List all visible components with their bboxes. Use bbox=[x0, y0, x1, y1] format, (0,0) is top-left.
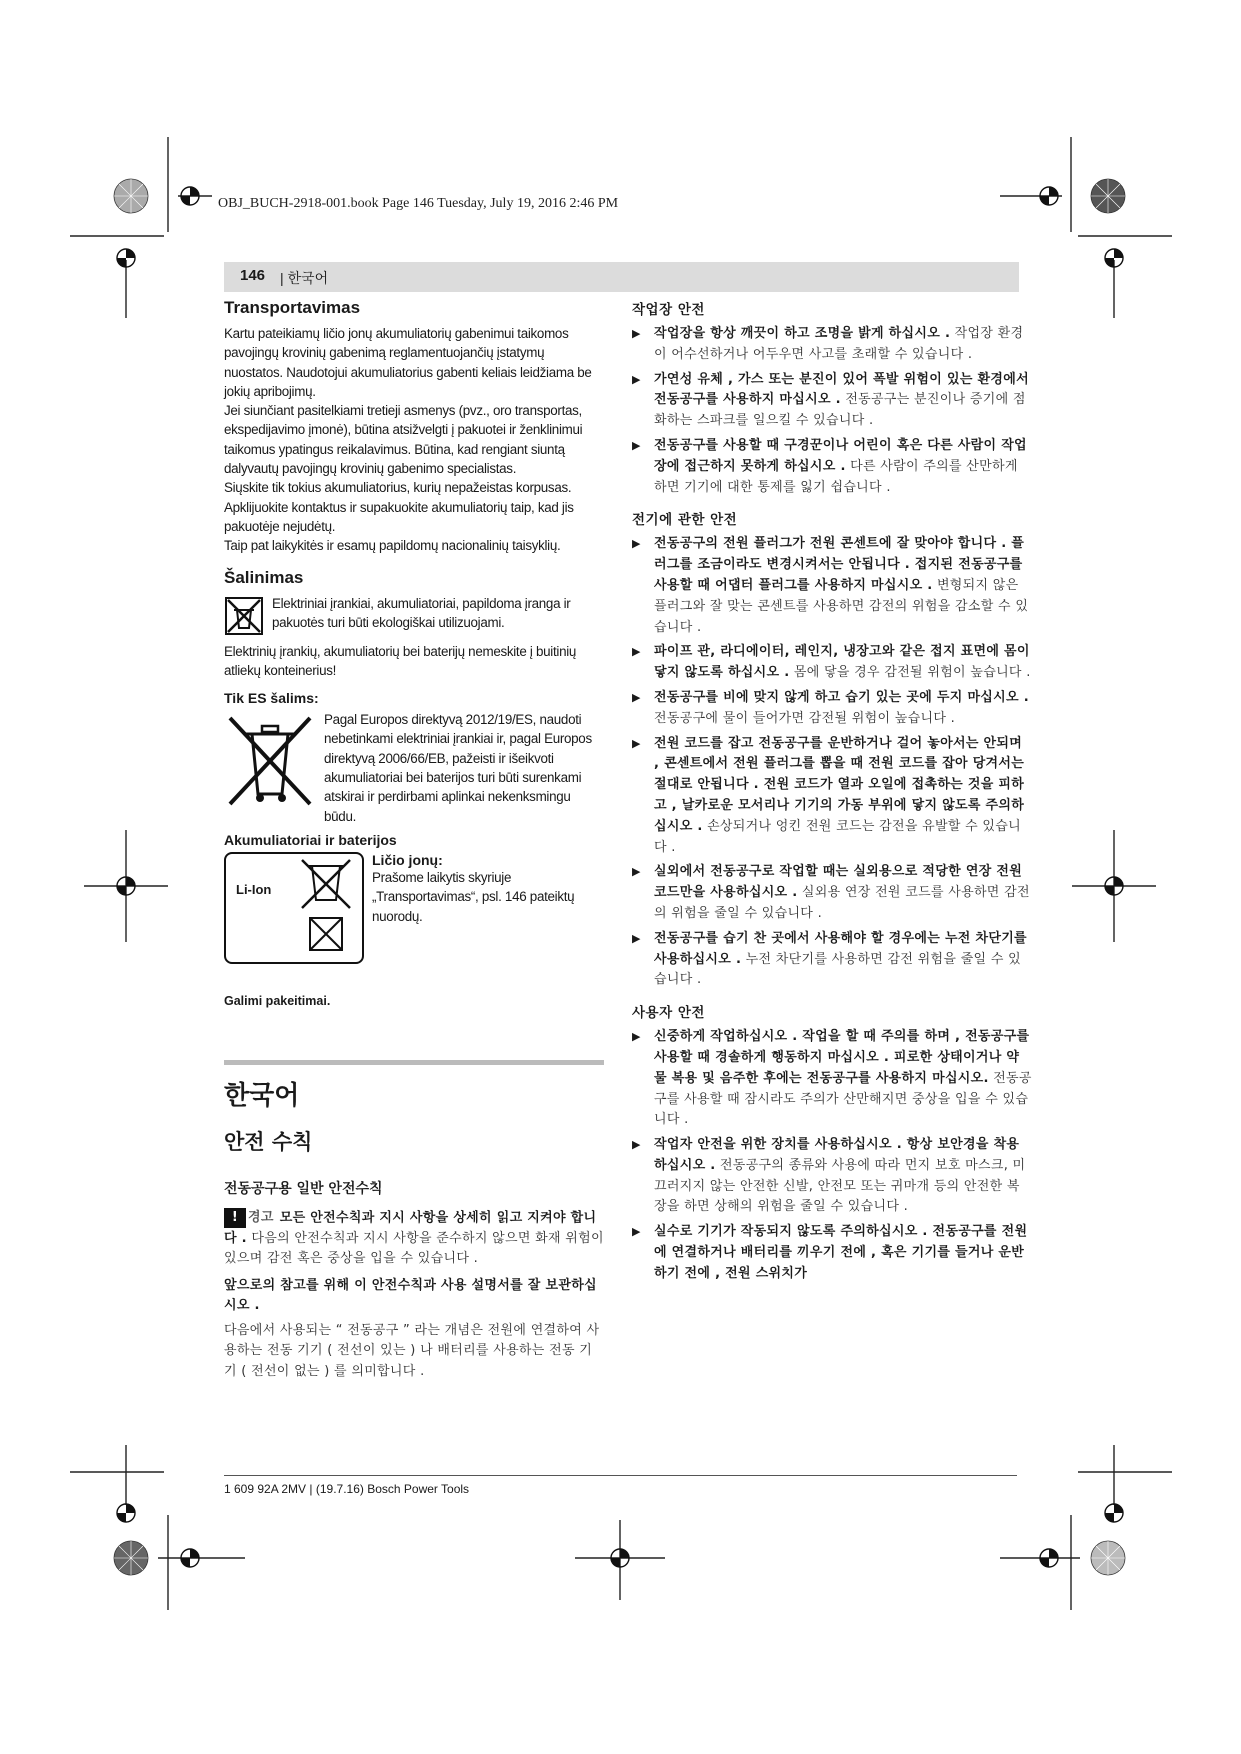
transport-paragraph: Jei siunčiant pasitelkiami tretieji asmenys (pvz., oro transportas, ekspedijavimo įmonė), būtina atsižvelgti į pakuotei ir ženklinimui taikomus ypatingus reikalavimus. Būtina, kad rengiant siuntą dalyvautų pavojingų krovinių gabenimo specialistas. bbox=[224, 403, 583, 477]
list-item bbox=[632, 324, 1032, 366]
li-ion-paragraph: Prašome laikytis skyriuje „Transportavimas“, psl. 146 pateiktų nuorodų. bbox=[372, 869, 575, 924]
bullet-text: 변형되지 않은 플러그와 잘 맞는 콘센트를 사용하면 감전의 위험을 감소할 수 있습니다 . bbox=[654, 577, 1029, 635]
bullet-text: 전동공구의 종류와 사용에 따라 먼지 보호 마스크, 미끄러지지 않는 안전한 신발, 안전모 또는 귀마개 등의 안전한 복장을 하면 상해의 위험을 줄일 수 있습니다 . bbox=[654, 1157, 1026, 1215]
bullet-text: 몸에 닿을 경우 감전될 위험이 높습니다 . bbox=[793, 665, 1031, 681]
bullet-icon: ▶ bbox=[632, 645, 641, 659]
list-item bbox=[632, 534, 1032, 638]
bullet-icon: ▶ bbox=[632, 1138, 641, 1152]
weee-bin-icon bbox=[224, 710, 316, 810]
electrical-heading: 전기에 관한 안전 bbox=[632, 512, 738, 529]
eu-row bbox=[224, 710, 604, 826]
right-column bbox=[632, 298, 1032, 1289]
disposal-paragraph: Elektriniai įrankiai, akumuliatoriai, papildoma įranga ir pakuotės turi būti ekologiškai utilizuojami. bbox=[272, 595, 571, 630]
bullet-bold: 전동공구를 습기 찬 곳에서 사용해야 할 경우에는 누전 차단기를 사용하십시오 . bbox=[654, 930, 1027, 967]
warning-normal-text: 다음의 안전수칙과 지시 사항을 준수하지 않으면 화재 위험이 있으며 감전 혹은 중상을 입을 수 있습니다 . bbox=[224, 1230, 604, 1267]
list-item bbox=[632, 1135, 1032, 1218]
list-item bbox=[632, 734, 1032, 859]
disposal-paragraph: Elektrinių įrankių, akumuliatorių bei baterijų nemeskite į buitinių atliekų konteinerius! bbox=[224, 643, 577, 678]
print-header: OBJ_BUCH-2918-001.book Page 146 Tuesday, July 19, 2016 2:46 PM bbox=[218, 196, 619, 211]
disposal-row bbox=[224, 594, 604, 636]
li-ion-row bbox=[224, 852, 604, 964]
bullet-text: 작업장 환경이 어수선하거나 어두우면 사고를 초래할 수 있습니다 . bbox=[654, 326, 1024, 362]
li-ion-heading: Ličio jonų: bbox=[372, 851, 443, 868]
bullet-icon: ▶ bbox=[632, 438, 641, 452]
bullet-text: 실외용 연장 전원 코드를 사용하면 감전의 위험을 줄일 수 있습니다 . bbox=[654, 885, 1030, 921]
bullet-bold: 전동공구를 사용할 때 구경꾼이나 어린이 혹은 다른 사람이 작업장에 접근하지 못하게 하십시오 . bbox=[654, 437, 1027, 474]
personal-safety-heading: 사용자 안전 bbox=[632, 1005, 705, 1022]
list-item bbox=[632, 370, 1032, 432]
section-divider bbox=[224, 1060, 604, 1065]
bullet-icon: ▶ bbox=[632, 1030, 641, 1044]
recycle-bin-crossed-icon bbox=[224, 596, 264, 636]
bullet-text: 다른 사람이 주의를 산만하게 하면 기기에 대한 통제를 잃기 쉽습니다 . bbox=[654, 458, 1018, 495]
eu-heading: Tik ES šalims: bbox=[224, 690, 319, 707]
bullet-text: 전동공구를 사용할 때 잠시라도 주의가 산만해지면 중상을 입을 수 있습니다 . bbox=[654, 1070, 1032, 1128]
bullet-bold: 작업자 안전을 위한 장치를 사용하십시오 . 항상 보안경을 착용하십시오 . bbox=[654, 1137, 1020, 1173]
bullet-icon: ▶ bbox=[632, 690, 641, 704]
bullet-bold: 전원 코드를 잡고 전동공구를 운반하거나 걸어 놓아서는 안되며 , 콘센트에서 전원 플러그를 뽑을 때 전원 코드를 잡아 당겨서는 절대로 안됩니다 . 전원 코드가 열과 오일에 접촉하는 것을 피하고 , 날카로운 모서리나 기기의 가동 부위에 닿지 않도록 주의하십시오 . bbox=[654, 735, 1025, 834]
safety-title: 안전 수칙 bbox=[224, 1129, 313, 1154]
bullet-icon: ▶ bbox=[632, 372, 641, 386]
bullet-icon: ▶ bbox=[632, 865, 641, 879]
footer-text: 1 609 92A 2MV | (19.7.16) Bosch Power Tools bbox=[224, 1482, 470, 1496]
page-number: 146 bbox=[240, 267, 266, 284]
list-item bbox=[632, 1027, 1032, 1131]
li-ion-battery-symbol bbox=[224, 852, 364, 964]
bullet-text: 전동공구에 물이 들어가면 감전될 위험이 높습니다 . bbox=[654, 710, 956, 726]
bullet-icon: ▶ bbox=[632, 736, 641, 750]
transport-heading: Transportavimas bbox=[224, 298, 361, 317]
transport-paragraph: Siųskite tik tokius akumuliatorius, kurių nepažeistas korpusas. Apklijuokite kontaktus ir supakuokite akumuliatorių taip, kad jis pakuotėje nejudėtų. bbox=[224, 480, 574, 534]
battery-bin-icon bbox=[298, 856, 354, 956]
bullet-text: 손상되거나 엉킨 전원 코드는 감전을 유발할 수 있습니다 . bbox=[654, 818, 1021, 855]
bullet-bold: 가연성 유체 , 가스 또는 분진이 있어 폭발 위험이 있는 환경에서 전동공구를 사용하지 마십시오 . bbox=[654, 371, 1029, 408]
language-title: 한국어 bbox=[224, 1080, 300, 1111]
list-item bbox=[632, 862, 1032, 924]
list-item bbox=[632, 688, 1032, 730]
footer-rule bbox=[224, 1475, 1017, 1476]
bullet-bold: 전동공구를 비에 맞지 않게 하고 습기 있는 곳에 두지 마십시오 . bbox=[654, 689, 1029, 705]
bullet-bold: 실수로 기기가 작동되지 않도록 주의하십시오 . 전동공구를 전원에 연결하거나 배터리를 끼우기 전에 , 혹은 기기를 들거나 운반하기 전에 , 전원 스위치가 bbox=[654, 1224, 1028, 1281]
transport-paragraph: Kartu pateikiamų ličio jonų akumuliatorių gabenimui taikomos pavojingų krovinių gabenimą reglamentuojančių įstatymų nuostatos. Naudotojui akumuliatorius gabenti keliais leidžiama be jokių apribojimų. bbox=[224, 326, 592, 399]
transport-paragraph: Taip pat laikykitės ir esamų papildomų nacionalinių taisyklių. bbox=[224, 538, 561, 554]
work-area-heading: 작업장 안전 bbox=[632, 302, 705, 318]
list-item bbox=[632, 642, 1032, 684]
page-header-bar bbox=[224, 262, 1019, 292]
eu-paragraph: Pagal Europos direktyvą 2012/19/ES, naudoti nebetinkami elektriniai įrankiai ir, pagal Europos direktyvą 2006/66/EB, pažeisti ir išeikvoti akumuliatoriai bei baterijos turi būti surenkami atskirai ir perdirbami aplinkai nekenksmingu būdu. bbox=[324, 712, 592, 824]
warning-block bbox=[224, 1208, 604, 1270]
bullet-icon: ▶ bbox=[632, 537, 641, 551]
bullet-text: 누전 차단기를 사용하면 감전 위험을 줄일 수 있습니다 . bbox=[654, 951, 1021, 988]
bullet-bold: 실외에서 전동공구로 작업할 때는 실외용으로 적당한 연장 전원 코드만을 사용하십시오 . bbox=[654, 864, 1023, 901]
li-ion-label: Li-Ion bbox=[236, 881, 272, 897]
bullet-icon: ▶ bbox=[632, 931, 641, 945]
keep-instructions: 앞으로의 참고를 위해 이 안전수칙과 사용 설명서를 잘 보관하십시오 . bbox=[224, 1277, 597, 1314]
bullet-bold: 신중하게 작업하십시오 . 작업을 할 때 주의를 하며 , 전동공구를 사용할 때 경솔하게 행동하지 마십시오 . 피로한 상태이거나 약물 복용 및 음주한 후에는 전동공구를 사용하지 마십시오. bbox=[654, 1029, 1030, 1086]
general-safety-heading: 전동공구용 일반 안전수칙 bbox=[224, 1180, 383, 1197]
bullet-icon: ▶ bbox=[632, 1225, 641, 1239]
bullet-bold: 전동공구의 전원 플러그가 전원 콘센트에 잘 맞아야 합니다 . 플러그를 조금이라도 변경시켜서는 안됩니다 . 접지된 전동공구를 사용할 때 어댑터 플러그를 사용하지 마십시오 . bbox=[654, 536, 1025, 593]
warning-bold-text: 모든 안전수칙과 지시 사항을 상세히 읽고 지켜야 합니다 . bbox=[224, 1210, 597, 1246]
list-item bbox=[632, 1222, 1032, 1284]
bullet-text: 전동공구는 분진이나 증기에 점화하는 스파크를 일으킬 수 있습니다 . bbox=[654, 392, 1026, 429]
left-column bbox=[224, 298, 604, 1382]
batteries-heading: Akumuliatoriai ir baterijos bbox=[224, 831, 397, 848]
bullet-bold: 작업장을 항상 깨끗이 하고 조명을 밝게 하십시오 . bbox=[654, 326, 951, 341]
warning-icon: ! bbox=[224, 1208, 246, 1228]
changes-note: Galimi pakeitimai. bbox=[224, 993, 331, 1008]
page-language: | 한국어 bbox=[280, 270, 329, 286]
definition-paragraph: 다음에서 사용되는 “ 전동공구 ” 라는 개념은 전원에 연결하여 사용하는 전동 기기 ( 전선이 있는 ) 나 배터리를 사용하는 전동 기기 ( 전선이 없는 ) 를 의미합니다 . bbox=[224, 1322, 600, 1379]
bullet-icon: ▶ bbox=[632, 327, 641, 340]
bullet-bold: 파이프 관, 라디에이터, 레인지, 냉장고와 같은 접지 표면에 몸이 닿지 않도록 하십시오 . bbox=[654, 644, 1030, 681]
disposal-heading: Šalinimas bbox=[224, 567, 304, 587]
list-item bbox=[632, 436, 1032, 498]
warning-label: 경고 bbox=[248, 1210, 274, 1226]
list-item bbox=[632, 929, 1032, 991]
